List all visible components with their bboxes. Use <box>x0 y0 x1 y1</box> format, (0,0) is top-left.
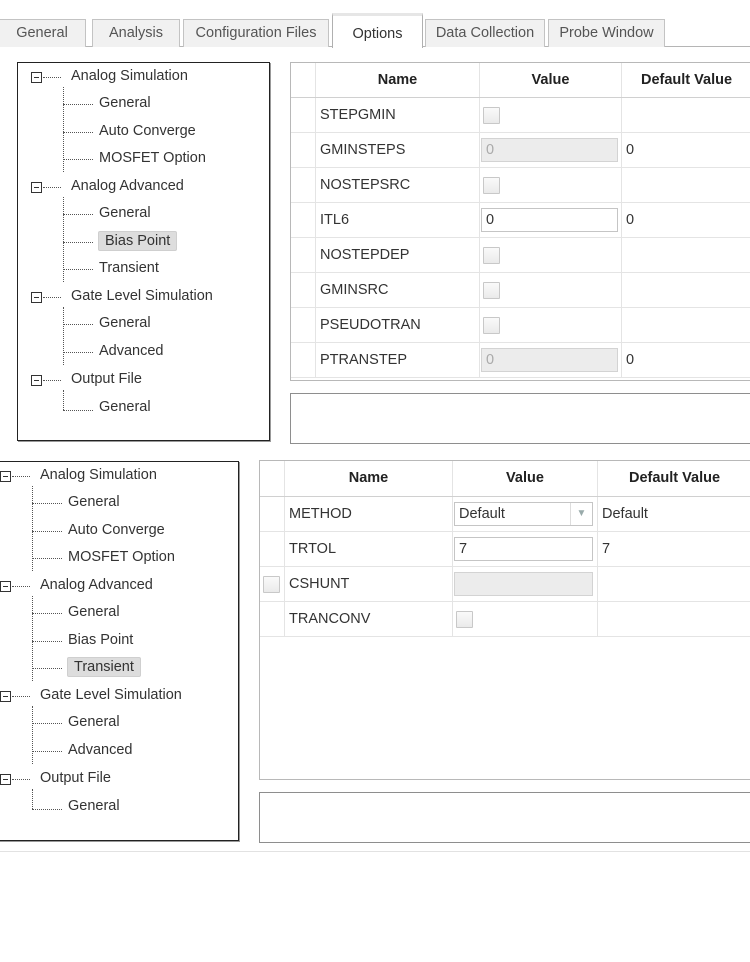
collapse-icon[interactable] <box>0 581 11 592</box>
options-tree-top <box>17 62 270 441</box>
tree-node-bias-point-selected[interactable]: Bias Point <box>98 231 177 251</box>
option-name: ITL6 <box>320 212 350 228</box>
table-row <box>260 567 750 602</box>
tree-node-mosfet-option[interactable]: MOSFET Option <box>99 150 206 166</box>
tree-node-general[interactable]: General <box>68 798 120 814</box>
options-tab-bar <box>0 0 750 47</box>
tree-node-analog-simulation[interactable]: Analog Simulation <box>71 68 188 84</box>
tree-node-auto-converge[interactable]: Auto Converge <box>68 522 165 538</box>
options-tree-bottom <box>0 461 239 841</box>
tree-node-analog-advanced[interactable]: Analog Advanced <box>71 178 184 194</box>
default-value: 0 <box>626 352 635 368</box>
option-name: STEPGMIN <box>320 107 396 123</box>
option-name: NOSTEPSRC <box>320 177 411 193</box>
column-header-name[interactable]: Name <box>316 63 480 97</box>
chevron-down-icon[interactable]: ▼ <box>570 503 592 525</box>
grid-header-row <box>291 63 750 98</box>
table-row <box>291 133 750 168</box>
tree-node-general[interactable]: General <box>99 205 151 221</box>
trtol-input[interactable]: 7 <box>454 537 593 561</box>
default-value: 7 <box>602 541 611 557</box>
table-row <box>291 168 750 203</box>
option-name: GMINSRC <box>320 282 389 298</box>
stepgmin-checkbox[interactable] <box>483 107 500 124</box>
tree-node-advanced[interactable]: Advanced <box>68 742 133 758</box>
method-dropdown-value: Default <box>459 506 505 522</box>
tree-node-general[interactable]: General <box>68 494 120 510</box>
default-value: Default <box>602 506 648 522</box>
bias-point-property-grid <box>290 62 750 381</box>
nostepsrc-checkbox[interactable] <box>483 177 500 194</box>
tree-node-general[interactable]: General <box>99 399 151 415</box>
tab-probe-window[interactable]: Probe Window <box>548 19 665 47</box>
default-value: 0 <box>626 142 635 158</box>
gminsteps-input: 0 <box>481 138 618 162</box>
option-name: CSHUNT <box>289 576 350 592</box>
cshunt-input <box>454 572 593 596</box>
collapse-icon[interactable] <box>31 182 42 193</box>
tree-node-transient-selected[interactable]: Transient <box>67 657 141 677</box>
table-row <box>260 602 750 637</box>
ptranstep-input: 0 <box>481 348 618 372</box>
table-row <box>291 98 750 133</box>
option-description-box <box>259 792 750 843</box>
tree-node-analog-simulation[interactable]: Analog Simulation <box>40 467 157 483</box>
option-name: TRANCONV <box>289 611 371 627</box>
table-row <box>291 343 750 378</box>
collapse-icon[interactable] <box>0 471 11 482</box>
tree-node-advanced[interactable]: Advanced <box>99 343 164 359</box>
tree-node-general[interactable]: General <box>68 714 120 730</box>
column-header-default-value[interactable]: Default Value <box>640 72 733 88</box>
method-dropdown[interactable] <box>454 502 593 526</box>
tree-node-transient[interactable]: Transient <box>99 260 159 276</box>
option-name: TRTOL <box>289 541 337 557</box>
cshunt-enable-checkbox[interactable] <box>263 576 280 593</box>
tab-general[interactable]: General <box>0 19 86 47</box>
collapse-icon[interactable] <box>31 292 42 303</box>
tree-node-general[interactable]: General <box>99 315 151 331</box>
option-name: GMINSTEPS <box>320 142 406 158</box>
column-header-name[interactable]: Name <box>285 461 453 496</box>
option-name: METHOD <box>289 506 352 522</box>
tree-node-output-file[interactable]: Output File <box>71 371 142 387</box>
tab-configuration-files[interactable]: Configuration Files <box>183 19 329 47</box>
tree-node-auto-converge[interactable]: Auto Converge <box>99 123 196 139</box>
tree-node-mosfet-option[interactable]: MOSFET Option <box>68 549 175 565</box>
table-row <box>291 203 750 238</box>
tab-data-collection[interactable]: Data Collection <box>425 19 545 47</box>
tranconv-checkbox[interactable] <box>456 611 473 628</box>
table-row <box>291 238 750 273</box>
table-row <box>260 532 750 567</box>
collapse-icon[interactable] <box>31 375 42 386</box>
tree-node-analog-advanced[interactable]: Analog Advanced <box>40 577 153 593</box>
tree-node-output-file[interactable]: Output File <box>40 770 111 786</box>
nostepdep-checkbox[interactable] <box>483 247 500 264</box>
column-header-default-value[interactable]: Default Value <box>628 470 721 486</box>
option-name: NOSTEPDEP <box>320 247 410 263</box>
option-description-box <box>290 393 750 444</box>
collapse-icon[interactable] <box>0 691 11 702</box>
collapse-icon[interactable] <box>31 72 42 83</box>
option-name: PTRANSTEP <box>320 352 408 368</box>
collapse-icon[interactable] <box>0 774 11 785</box>
column-header-value[interactable]: Value <box>480 63 622 97</box>
gminsrc-checkbox[interactable] <box>483 282 500 299</box>
table-row <box>291 308 750 343</box>
divider <box>0 851 750 852</box>
table-row <box>291 273 750 308</box>
tree-node-bias-point[interactable]: Bias Point <box>68 632 134 648</box>
tree-node-general[interactable]: General <box>99 95 151 111</box>
tree-node-gate-level-simulation[interactable]: Gate Level Simulation <box>40 687 182 703</box>
tab-analysis[interactable]: Analysis <box>92 19 180 47</box>
tree-node-gate-level-simulation[interactable]: Gate Level Simulation <box>71 288 213 304</box>
tab-options[interactable]: Options <box>332 13 423 48</box>
default-value: 0 <box>626 212 635 228</box>
pseudotran-checkbox[interactable] <box>483 317 500 334</box>
option-name: PSEUDOTRAN <box>320 317 421 333</box>
tree-node-general[interactable]: General <box>68 604 120 620</box>
grid-header-row <box>260 461 750 497</box>
table-row <box>260 497 750 532</box>
column-header-value[interactable]: Value <box>453 461 598 496</box>
itl6-input[interactable]: 0 <box>481 208 618 232</box>
transient-property-grid <box>259 460 750 780</box>
